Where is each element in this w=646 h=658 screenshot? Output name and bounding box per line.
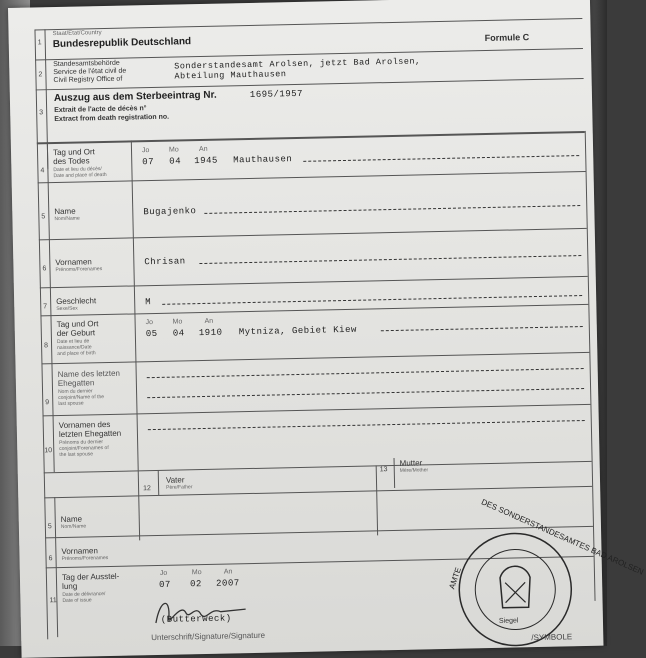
year-caption: An <box>198 145 208 154</box>
issue-label-1: Tag der Ausstel- <box>61 571 120 582</box>
row-number: 7 <box>43 303 48 311</box>
label-divider <box>131 140 139 470</box>
row-number: 10 <box>44 447 53 455</box>
spouse-name-label-1: Name des letzten <box>57 368 121 380</box>
spouse-forenames-sub-3: the last spouse <box>59 451 94 459</box>
death-sub-2: Date and place of death <box>53 171 107 180</box>
death-month: 04 <box>169 156 182 167</box>
row-line <box>44 461 592 473</box>
month-caption: Mo <box>172 318 183 326</box>
death-label-1: Tag und Ort <box>52 147 95 158</box>
name-value: Bugajenko <box>143 206 197 218</box>
row-number: 12 <box>143 485 151 493</box>
fill-line <box>148 420 585 430</box>
forenames-label: Vornamen <box>55 257 92 268</box>
row-line <box>39 228 587 240</box>
row-line <box>44 486 592 498</box>
issue-sub-2: Date of issue <box>62 597 92 604</box>
death-label-2: des Todes <box>53 156 90 167</box>
birth-sub-3: and place of birth <box>57 350 96 358</box>
spouse-forenames-label-2: letzten Ehegatten <box>58 428 122 440</box>
fill-line <box>381 326 583 331</box>
row-line <box>40 304 588 316</box>
fill-line <box>147 388 584 398</box>
fill-line <box>147 368 584 378</box>
month-caption: Mo <box>168 146 179 154</box>
spouse-name-sub-1: Nom du dernier <box>57 388 93 396</box>
birth-place: Mytniza, Gebiet Kiew <box>238 324 357 338</box>
fill-line <box>162 295 582 305</box>
country-label: Staat/Etat/Country <box>52 30 102 38</box>
birth-sub-2: naissance/Date <box>57 344 92 352</box>
sex-sub: Sexe/Sex <box>56 305 78 313</box>
extract-title: Auszug aus dem Sterbeeintrag Nr. <box>53 89 217 105</box>
extract-en: Extract from death registration no. <box>54 113 170 124</box>
mother-num-divider <box>394 458 396 488</box>
sex-label: Geschlecht <box>56 296 97 307</box>
row-line <box>41 352 589 364</box>
row-number: 4 <box>40 167 45 175</box>
row-number: 9 <box>45 399 50 407</box>
birth-sub-1: Date et lieu de <box>56 338 90 346</box>
row-number: 6 <box>42 265 47 273</box>
extract-number: 1695/1957 <box>249 88 304 100</box>
forenames-value: Chrisan <box>144 256 186 268</box>
birth-year: 1910 <box>198 327 223 339</box>
day-caption: Jo <box>145 319 154 327</box>
header-line-top <box>34 18 582 30</box>
issue-year: 2007 <box>215 578 240 589</box>
parent-forenames-label: Vornamen <box>61 546 98 556</box>
issue-month: 02 <box>190 579 203 590</box>
parent-name-label: Name <box>60 514 83 525</box>
office-label-en: Civil Registry Office of <box>53 75 123 85</box>
row-num-divider <box>47 142 55 472</box>
fill-line <box>204 205 580 214</box>
forenames-sub: Prénoms/Forenames <box>55 266 103 274</box>
row-number: 1 <box>37 39 42 47</box>
spouse-name-sub-2: conjoint/Name of the <box>58 394 105 402</box>
row-number: 5 <box>41 213 46 221</box>
spouse-name-label-2: Ehegatten <box>57 378 95 389</box>
symbole-label: /SYMBOLE <box>531 632 573 643</box>
row-number: 13 <box>379 466 388 474</box>
mother-label: Mutter <box>399 458 423 468</box>
country-name: Bundesrepublik Deutschland <box>52 36 192 51</box>
father-label: Vater <box>165 475 185 485</box>
table-line-top <box>37 131 585 144</box>
issue-label-2: lung <box>62 581 78 591</box>
issue-day: 07 <box>159 579 172 590</box>
row-number: 3 <box>39 109 44 117</box>
extract-fr: Extrait de l'acte de décès n° <box>54 105 147 115</box>
day-caption: Jo <box>141 147 150 155</box>
name-sub: Nom/Name <box>54 215 80 223</box>
parent-name-sub: Nom/Name <box>60 523 87 531</box>
fill-line <box>303 155 579 162</box>
birth-month: 04 <box>172 328 185 339</box>
parents-divider-mid <box>376 465 378 535</box>
row-line <box>38 171 586 183</box>
spouse-forenames-label-1: Vornamen des <box>58 419 111 431</box>
birth-label-2: der Geburt <box>56 328 96 339</box>
parents-num-divider <box>158 470 160 495</box>
signatory-name: (Butterweck) <box>160 613 232 625</box>
seal-label: Siegel <box>498 617 519 625</box>
seal-side-text: AMTE <box>447 566 464 591</box>
signature-label: Unterschrift/Signature/Signature <box>151 630 266 643</box>
office-label-de: Standesamtsbehörde <box>53 59 120 69</box>
death-day: 07 <box>142 156 155 168</box>
spouse-forenames-sub-1: Prénoms du dernier <box>59 439 104 447</box>
formule-c: Formule C <box>484 32 530 44</box>
death-certificate-extract <box>8 0 645 658</box>
row-number: 2 <box>38 71 43 79</box>
row-line <box>43 404 591 416</box>
month-caption: Mo <box>191 569 202 577</box>
sex-value: M <box>145 297 152 308</box>
parents-divider-left <box>138 470 140 540</box>
spouse-forenames-sub-2: conjoint/Forenames of <box>59 444 109 453</box>
office-label-fr: Service de l'état civil de <box>53 67 127 77</box>
row-number: 5 <box>47 523 52 531</box>
fill-line <box>199 255 581 264</box>
death-place: Mauthausen <box>233 154 293 166</box>
father-sub: Père/Father <box>166 484 193 491</box>
birth-day: 05 <box>145 328 158 340</box>
death-sub-1: Date et lieu du décès/ <box>53 166 102 174</box>
row-number: 6 <box>48 555 53 563</box>
year-caption: An <box>204 317 214 325</box>
issue-sub-1: Date de délivrance/ <box>62 591 106 598</box>
office-value-2: Abteilung Mauthausen <box>174 69 287 82</box>
row-number: 11 <box>49 597 57 605</box>
spouse-name-sub-3: last spouse <box>58 400 84 408</box>
birth-label-1: Tag und Ort <box>56 319 99 330</box>
office-value-1: Sonderstandesamt Arolsen, jetzt Bad Arolsen, <box>174 56 421 72</box>
year-caption: An <box>223 568 233 576</box>
day-caption: Jo <box>159 569 168 577</box>
mother-sub: Mère/Mother <box>399 467 429 474</box>
seal-text: DES SONDERSTANDESAMTES BAD AROLSEN <box>479 497 645 577</box>
row-number: 8 <box>44 342 49 350</box>
name-label: Name <box>54 206 76 217</box>
parent-forenames-sub: Prénoms/Forenames <box>61 555 109 562</box>
handwritten-signature <box>150 591 271 634</box>
death-year: 1945 <box>194 155 218 167</box>
row-line <box>40 276 588 288</box>
